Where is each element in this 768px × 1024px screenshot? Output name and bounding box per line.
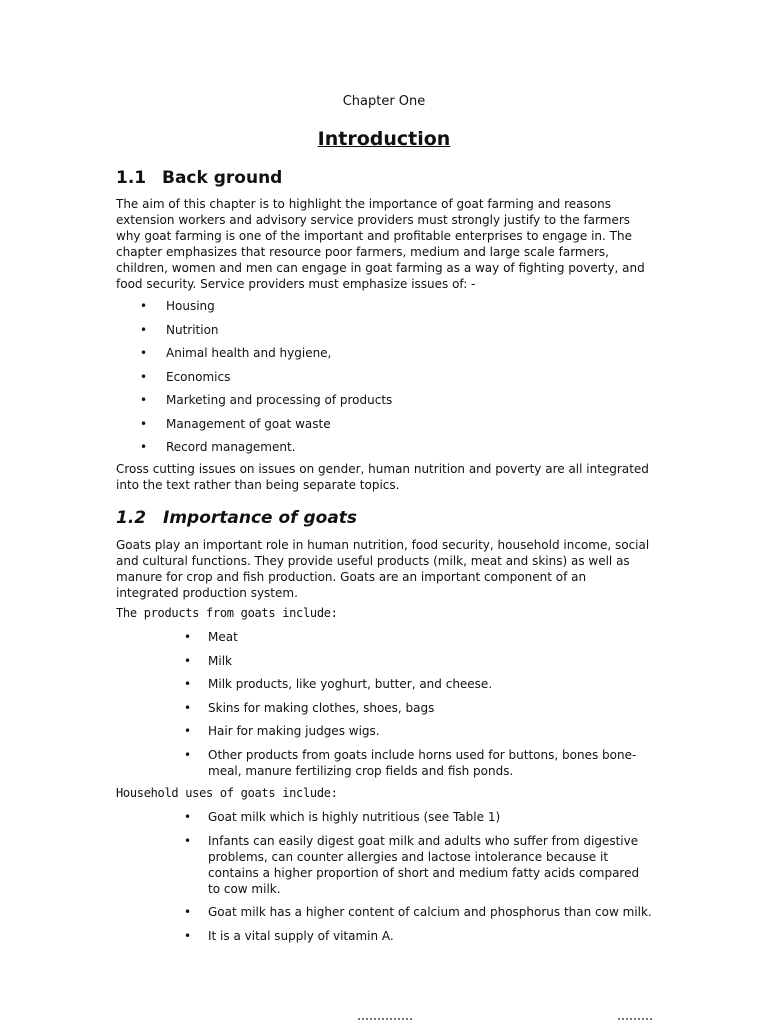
- section-heading-importance: [116, 508, 357, 528]
- footer-cut-off: [618, 1018, 652, 1024]
- cross-cutting-paragraph: Cross cutting issues on issues on gender, human nutrition and poverty are all integrated into the text rather than being separate topics.: [116, 462, 649, 492]
- page-title: Introduction: [317, 128, 451, 150]
- importance-paragraph: Goats play an important role in human nutrition, food security, household income, social and cultural functions. They provide useful products (milk, meat and skins) as well as manure for crop and fish production. Goats are an important component of an integrated production system.: [116, 538, 650, 600]
- list-item: • Marketing and processing of products: [140, 392, 392, 416]
- list-item: • Infants can easily digest goat milk and adults who suffer from digestive problems, can counter allergies and lactose intolerance because it contains a higher proportion of short and medium fatty acids compared to cow milk.: [184, 833, 654, 897]
- background-paragraph: The aim of this chapter is to highlight the importance of goat farming and reasons extension workers and advisory service providers must strongly justify to the farmers why goat farming is one of the important and profitable enterprises to engage in. The chapter emphasizes that resource poor farmers, medium and large scale farmers, children, women and men can engage in goat farming as a way of fighting poverty, and food security. Service providers must emphasize issues of: -: [116, 197, 645, 291]
- list-item: • Skins for making clothes, shoes, bags: [184, 700, 654, 716]
- section-number: 1.1: [116, 168, 147, 188]
- chapter-label: Chapter One: [342, 94, 426, 109]
- section-number: 1.2: [116, 508, 147, 528]
- household-lead: Household uses of goats include:: [116, 786, 338, 800]
- list-item: • Economics: [140, 369, 392, 393]
- list-item: • Milk products, like yoghurt, butter, and cheese.: [184, 676, 654, 692]
- list-item: • Meat: [184, 629, 654, 645]
- issues-list: [140, 298, 392, 463]
- products-list: [184, 629, 654, 786]
- list-item: • It is a vital supply of vitamin A.: [184, 928, 654, 944]
- household-uses-list: [184, 809, 654, 951]
- list-item: • Management of goat waste: [140, 416, 392, 440]
- section-title: Importance of goats: [163, 508, 358, 528]
- list-item: • Nutrition: [140, 322, 392, 346]
- list-item: • Animal health and hygiene,: [140, 345, 392, 369]
- section-title: Back ground: [162, 168, 283, 188]
- list-item: • Housing: [140, 298, 392, 322]
- section-heading-background: [116, 168, 282, 188]
- list-item: • Goat milk which is highly nutritious (see Table 1): [184, 809, 654, 825]
- list-item: • Hair for making judges wigs.: [184, 723, 654, 739]
- list-item: • Record management.: [140, 439, 392, 463]
- list-item: • Other products from goats include horns used for buttons, bones bone-meal, manure fertilizing crop fields and fish ponds.: [184, 747, 654, 779]
- list-item: • Goat milk has a higher content of calcium and phosphorus than cow milk.: [184, 904, 654, 920]
- footer-cut-off: [358, 1018, 412, 1024]
- products-lead: The products from goats include:: [116, 606, 338, 620]
- list-item: • Milk: [184, 653, 654, 669]
